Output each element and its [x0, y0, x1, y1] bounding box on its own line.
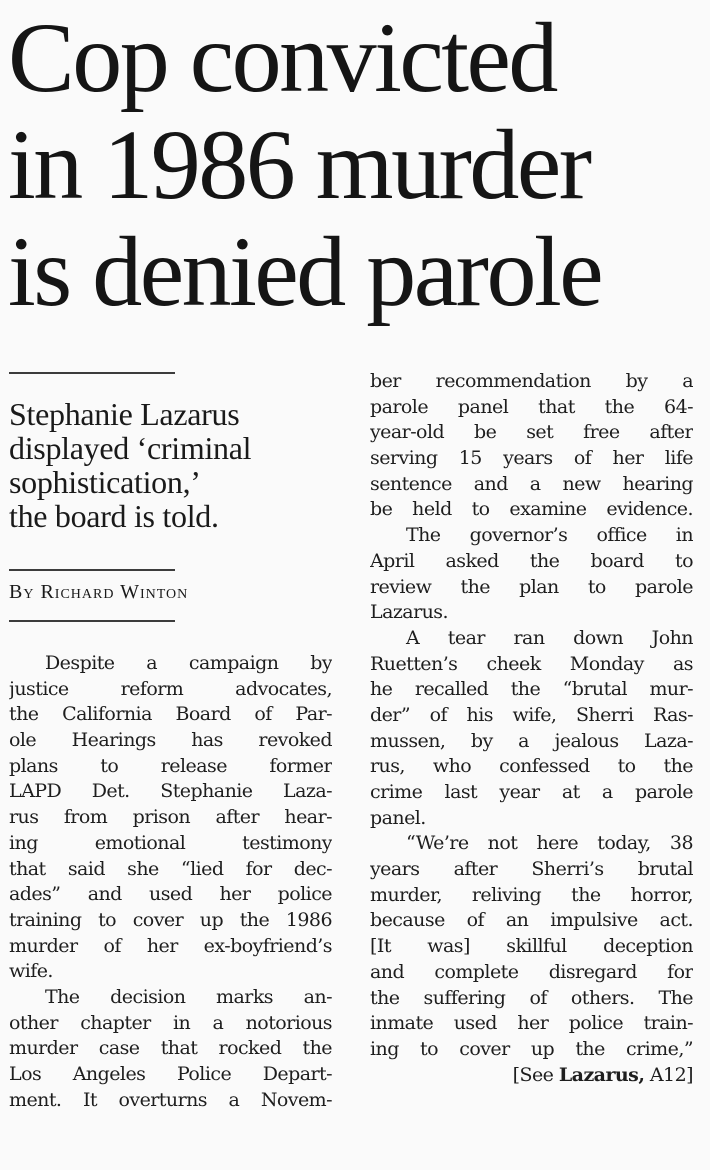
headline-line: Cop convicted	[8, 2, 556, 113]
text-line: that said she “lied for dec-	[9, 857, 332, 880]
text-line: review the plan to parole	[370, 575, 693, 598]
headline	[8, 4, 708, 325]
jump-page: A12]	[644, 1063, 693, 1086]
text-line: training to cover up the 1986	[9, 908, 332, 931]
deck-line: Stephanie Lazarus	[9, 396, 240, 432]
headline-line: is denied parole	[8, 216, 602, 327]
text-line: ades” and used her police	[9, 883, 332, 906]
text-line: panel.	[370, 806, 426, 829]
text-line: The governor’s office in	[406, 524, 693, 547]
text-line: wife.	[9, 960, 53, 983]
text-line: plans to release former	[9, 754, 332, 777]
deck-line: sophistication,’	[9, 464, 201, 500]
text-line: parole panel that the 64-	[370, 395, 693, 418]
text-line: year-old be set free after	[370, 421, 693, 444]
deck-line: the board is told.	[9, 498, 219, 534]
byline-top-rule	[9, 569, 175, 571]
deck-top-rule	[9, 372, 175, 374]
text-line: “We’re not here today, 38	[406, 832, 693, 855]
text-line: serving 15 years of her life	[370, 447, 693, 470]
text-line: The decision marks an-	[45, 985, 332, 1008]
byline: By Richard Winton	[9, 581, 189, 603]
text-line: years after Sherri’s brutal	[370, 858, 693, 881]
text-line: rus from prison after hear-	[9, 806, 332, 829]
text-line: ber recommendation by a	[370, 370, 693, 392]
text-line: justice reform advocates,	[9, 677, 332, 700]
text-line: murder of her ex-boyfriend’s	[9, 934, 332, 957]
text-line: April asked the board to	[370, 549, 693, 572]
text-line: [It was] skillful deception	[370, 935, 693, 958]
text-line: and complete disregard for	[370, 960, 693, 983]
text-line: be held to examine evidence.	[370, 498, 693, 521]
text-line: murder case that rocked the	[9, 1037, 332, 1060]
text-line: LAPD Det. Stephanie Laza-	[9, 780, 332, 803]
text-line: crime last year at a parole	[370, 781, 693, 803]
text-line: ing emotional testimony	[9, 831, 332, 854]
text-line: mussen, by a jealous Laza-	[370, 729, 693, 752]
text-line: ole Hearings has revoked	[9, 729, 332, 752]
text-line: the suffering of others. The	[370, 986, 693, 1009]
text-line: ment. It overturns a Novem-	[9, 1088, 332, 1111]
text-line: murder, reliving the horror,	[370, 883, 693, 906]
deck-line: displayed ‘criminal	[9, 430, 252, 466]
text-line: he recalled the “brutal mur-	[370, 678, 693, 701]
jump-reference[interactable]	[370, 1063, 693, 1089]
text-line: because of an impulsive act.	[370, 909, 693, 932]
text-line: rus, who confessed to the	[370, 755, 693, 778]
text-line: Lazarus.	[370, 601, 448, 624]
text-line: sentence and a new hearing	[370, 472, 693, 495]
text-line: A tear ran down John	[406, 626, 693, 649]
jump-prefix: [See	[512, 1063, 559, 1086]
deck-subheadline	[9, 397, 349, 533]
text-line: other chapter in a notorious	[9, 1011, 332, 1034]
text-line: the California Board of Par-	[9, 703, 332, 726]
text-line: inmate used her police train-	[370, 1012, 693, 1035]
text-line: ing to cover up the crime,”	[370, 1037, 693, 1060]
article-column-1	[9, 651, 332, 1113]
text-line: Ruetten’s cheek Monday as	[370, 652, 693, 675]
jump-keyword: Lazarus,	[558, 1063, 645, 1086]
text-line: Despite a campaign by	[45, 652, 332, 674]
article-column-2	[370, 369, 693, 1088]
headline-line: in 1986 murder	[8, 109, 590, 220]
text-line: der” of his wife, Sherri Ras-	[370, 703, 693, 726]
byline-bottom-rule	[9, 620, 175, 622]
text-line: Los Angeles Police Depart-	[9, 1063, 332, 1085]
